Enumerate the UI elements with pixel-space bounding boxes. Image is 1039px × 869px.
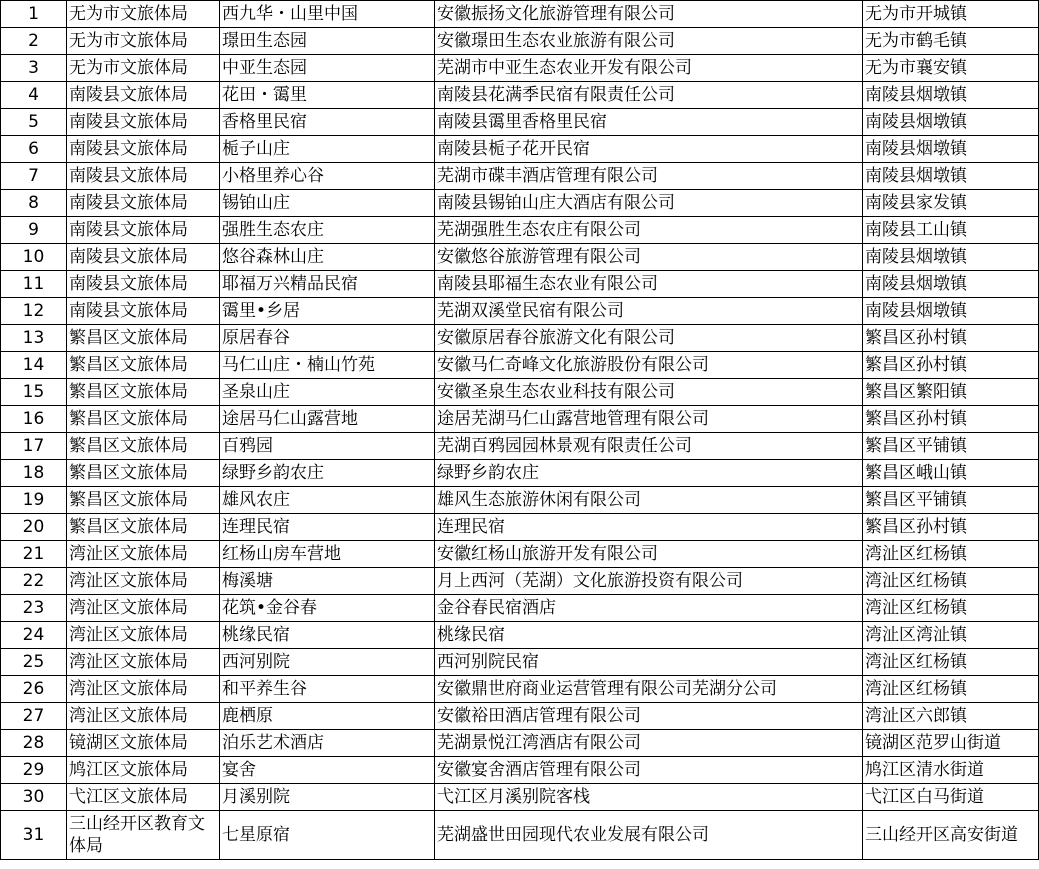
- table-row: [1, 1, 1039, 28]
- department-cell[interactable]: 繁昌区文旅体局: [67, 487, 220, 514]
- company-name-cell[interactable]: 安徽振扬文化旅游管理有限公司: [435, 1, 863, 28]
- row-number-cell[interactable]: 29: [1, 757, 67, 784]
- table-row: [1, 163, 1039, 190]
- site-name-cell[interactable]: 连理民宿: [220, 514, 435, 541]
- table-row: [1, 568, 1039, 595]
- table-row: [1, 55, 1039, 82]
- department-cell[interactable]: 南陵县文旅体局: [67, 271, 220, 298]
- row-number-cell[interactable]: 21: [1, 541, 67, 568]
- location-cell[interactable]: 镜湖区范罗山街道: [863, 730, 1039, 757]
- company-name-cell[interactable]: 安徽圣泉生态农业科技有限公司: [435, 379, 863, 406]
- row-number-cell[interactable]: 24: [1, 622, 67, 649]
- table-row: [1, 514, 1039, 541]
- table-row: [1, 298, 1039, 325]
- row-number-cell[interactable]: 7: [1, 163, 67, 190]
- row-number-cell[interactable]: 19: [1, 487, 67, 514]
- location-cell[interactable]: 南陵县工山镇: [863, 217, 1039, 244]
- row-number-cell[interactable]: 14: [1, 352, 67, 379]
- location-cell[interactable]: 南陵县烟墩镇: [863, 244, 1039, 271]
- location-cell[interactable]: 繁昌区平铺镇: [863, 433, 1039, 460]
- table-row: [1, 136, 1039, 163]
- department-cell[interactable]: 无为市文旅体局: [67, 55, 220, 82]
- department-cell[interactable]: 南陵县文旅体局: [67, 298, 220, 325]
- row-number-cell[interactable]: 1: [1, 1, 67, 28]
- row-number-cell[interactable]: 17: [1, 433, 67, 460]
- table-row: [1, 379, 1039, 406]
- row-number-cell[interactable]: 8: [1, 190, 67, 217]
- table-row: [1, 784, 1039, 811]
- table-row: [1, 487, 1039, 514]
- company-name-cell[interactable]: 安徽悠谷旅游管理有限公司: [435, 244, 863, 271]
- location-cell[interactable]: 繁昌区繁阳镇: [863, 379, 1039, 406]
- department-cell[interactable]: 镜湖区文旅体局: [67, 730, 220, 757]
- department-cell[interactable]: 弋江区文旅体局: [67, 784, 220, 811]
- location-cell[interactable]: 弋江区白马街道: [863, 784, 1039, 811]
- row-number-cell[interactable]: 25: [1, 649, 67, 676]
- table-row: [1, 622, 1039, 649]
- company-name-cell[interactable]: 安徽裕田酒店管理有限公司: [435, 703, 863, 730]
- row-number-cell[interactable]: 31: [1, 811, 67, 860]
- department-cell[interactable]: 南陵县文旅体局: [67, 163, 220, 190]
- location-cell[interactable]: 湾沚区红杨镇: [863, 676, 1039, 703]
- table-row: [1, 406, 1039, 433]
- table-row: [1, 460, 1039, 487]
- table-row: [1, 541, 1039, 568]
- department-cell[interactable]: 湾沚区文旅体局: [67, 595, 220, 622]
- company-name-cell[interactable]: 芜湖盛世田园现代农业发展有限公司: [435, 811, 863, 860]
- department-cell[interactable]: 南陵县文旅体局: [67, 217, 220, 244]
- location-cell[interactable]: 湾沚区红杨镇: [863, 541, 1039, 568]
- department-cell[interactable]: 湾沚区文旅体局: [67, 622, 220, 649]
- row-number-cell[interactable]: 28: [1, 730, 67, 757]
- department-cell[interactable]: 湾沚区文旅体局: [67, 649, 220, 676]
- site-name-cell[interactable]: 梅溪塘: [220, 568, 435, 595]
- location-cell[interactable]: 繁昌区孙村镇: [863, 406, 1039, 433]
- department-cell[interactable]: 繁昌区文旅体局: [67, 460, 220, 487]
- site-name-cell[interactable]: 宴舍: [220, 757, 435, 784]
- company-name-cell[interactable]: 南陵县耶福生态农业有限公司: [435, 271, 863, 298]
- site-name-cell[interactable]: 璟田生态园: [220, 28, 435, 55]
- company-name-cell[interactable]: 安徽马仁奇峰文化旅游股份有限公司: [435, 352, 863, 379]
- company-name-cell[interactable]: 芜湖强胜生态农庄有限公司: [435, 217, 863, 244]
- location-cell[interactable]: 湾沚区六郎镇: [863, 703, 1039, 730]
- site-name-cell[interactable]: 西九华・山里中国: [220, 1, 435, 28]
- company-name-cell[interactable]: 安徽宴舍酒店管理有限公司: [435, 757, 863, 784]
- company-name-cell[interactable]: 弋江区月溪别院客栈: [435, 784, 863, 811]
- company-name-cell[interactable]: 安徽鼎世府商业运营管理有限公司芜湖分公司: [435, 676, 863, 703]
- company-name-cell[interactable]: 南陵县霭里香格里民宿: [435, 109, 863, 136]
- location-cell[interactable]: 湾沚区红杨镇: [863, 568, 1039, 595]
- department-cell[interactable]: 湾沚区文旅体局: [67, 676, 220, 703]
- company-name-cell[interactable]: 芜湖市中亚生态农业开发有限公司: [435, 55, 863, 82]
- table-row: [1, 811, 1039, 860]
- location-cell[interactable]: 南陵县烟墩镇: [863, 82, 1039, 109]
- location-cell[interactable]: 湾沚区红杨镇: [863, 595, 1039, 622]
- row-number-cell[interactable]: 26: [1, 676, 67, 703]
- site-name-cell[interactable]: 圣泉山庄: [220, 379, 435, 406]
- table-body: [1, 1, 1039, 860]
- department-cell[interactable]: 繁昌区文旅体局: [67, 514, 220, 541]
- company-name-cell[interactable]: 芜湖百鸦园园林景观有限责任公司: [435, 433, 863, 460]
- row-number-cell[interactable]: 9: [1, 217, 67, 244]
- department-cell[interactable]: 繁昌区文旅体局: [67, 352, 220, 379]
- location-cell[interactable]: 湾沚区红杨镇: [863, 649, 1039, 676]
- location-cell[interactable]: 南陵县烟墩镇: [863, 109, 1039, 136]
- table-row: [1, 757, 1039, 784]
- department-cell[interactable]: 湾沚区文旅体局: [67, 703, 220, 730]
- row-number-cell[interactable]: 15: [1, 379, 67, 406]
- site-name-cell[interactable]: 小格里养心谷: [220, 163, 435, 190]
- location-cell[interactable]: 南陵县烟墩镇: [863, 136, 1039, 163]
- company-name-cell[interactable]: 安徽红杨山旅游开发有限公司: [435, 541, 863, 568]
- site-name-cell[interactable]: 雄风农庄: [220, 487, 435, 514]
- row-number-cell[interactable]: 6: [1, 136, 67, 163]
- company-name-cell[interactable]: 连理民宿: [435, 514, 863, 541]
- company-name-cell[interactable]: 安徽璟田生态农业旅游有限公司: [435, 28, 863, 55]
- row-number-cell[interactable]: 2: [1, 28, 67, 55]
- table-row: [1, 217, 1039, 244]
- department-cell[interactable]: 湾沚区文旅体局: [67, 541, 220, 568]
- row-number-cell[interactable]: 12: [1, 298, 67, 325]
- company-name-cell[interactable]: 芜湖景悦江湾酒店有限公司: [435, 730, 863, 757]
- location-cell[interactable]: 繁昌区峨山镇: [863, 460, 1039, 487]
- table-row: [1, 82, 1039, 109]
- department-cell[interactable]: 南陵县文旅体局: [67, 244, 220, 271]
- row-number-cell[interactable]: 10: [1, 244, 67, 271]
- site-name-cell[interactable]: 百鸦园: [220, 433, 435, 460]
- company-name-cell[interactable]: 绿野乡韵农庄: [435, 460, 863, 487]
- site-name-cell[interactable]: 月溪别院: [220, 784, 435, 811]
- site-name-cell[interactable]: 中亚生态园: [220, 55, 435, 82]
- location-cell[interactable]: 三山经开区高安街道: [863, 811, 1039, 860]
- table-row: [1, 109, 1039, 136]
- row-number-cell[interactable]: 27: [1, 703, 67, 730]
- row-number-cell[interactable]: 4: [1, 82, 67, 109]
- site-name-cell[interactable]: 桃缘民宿: [220, 622, 435, 649]
- table-row: [1, 676, 1039, 703]
- table-row: [1, 730, 1039, 757]
- company-name-cell[interactable]: 南陵县栀子花开民宿: [435, 136, 863, 163]
- department-cell[interactable]: 南陵县文旅体局: [67, 82, 220, 109]
- site-name-cell[interactable]: 香格里民宿: [220, 109, 435, 136]
- site-name-cell[interactable]: 强胜生态农庄: [220, 217, 435, 244]
- site-name-cell[interactable]: 悠谷森林山庄: [220, 244, 435, 271]
- location-cell[interactable]: 南陵县家发镇: [863, 190, 1039, 217]
- location-cell[interactable]: 南陵县烟墩镇: [863, 163, 1039, 190]
- table-row: [1, 28, 1039, 55]
- table-row: [1, 703, 1039, 730]
- department-cell[interactable]: 南陵县文旅体局: [67, 190, 220, 217]
- company-name-cell[interactable]: 芜湖市碟丰酒店管理有限公司: [435, 163, 863, 190]
- site-name-cell[interactable]: 和平养生谷: [220, 676, 435, 703]
- site-name-cell[interactable]: 绿野乡韵农庄: [220, 460, 435, 487]
- location-cell[interactable]: 繁昌区孙村镇: [863, 325, 1039, 352]
- location-cell[interactable]: 无为市鹤毛镇: [863, 28, 1039, 55]
- company-name-cell[interactable]: 金谷春民宿酒店: [435, 595, 863, 622]
- row-number-cell[interactable]: 11: [1, 271, 67, 298]
- table-row: [1, 649, 1039, 676]
- company-name-cell[interactable]: 安徽原居春谷旅游文化有限公司: [435, 325, 863, 352]
- site-name-cell[interactable]: 花田・霭里: [220, 82, 435, 109]
- company-name-cell[interactable]: 南陵县锡铂山庄大酒店有限公司: [435, 190, 863, 217]
- table-row: [1, 433, 1039, 460]
- table-row: [1, 244, 1039, 271]
- table-row: [1, 595, 1039, 622]
- location-cell[interactable]: 鸠江区清水街道: [863, 757, 1039, 784]
- location-cell[interactable]: 繁昌区孙村镇: [863, 352, 1039, 379]
- location-cell[interactable]: 繁昌区平铺镇: [863, 487, 1039, 514]
- location-cell[interactable]: 无为市襄安镇: [863, 55, 1039, 82]
- site-name-cell[interactable]: 西河别院: [220, 649, 435, 676]
- table-row: [1, 325, 1039, 352]
- site-name-cell[interactable]: 栀子山庄: [220, 136, 435, 163]
- company-name-cell[interactable]: 芜湖双溪堂民宿有限公司: [435, 298, 863, 325]
- department-cell[interactable]: 南陵县文旅体局: [67, 109, 220, 136]
- site-name-cell[interactable]: 锡铂山庄: [220, 190, 435, 217]
- table-row: [1, 352, 1039, 379]
- row-number-cell[interactable]: 23: [1, 595, 67, 622]
- department-cell[interactable]: 湾沚区文旅体局: [67, 568, 220, 595]
- department-cell[interactable]: 无为市文旅体局: [67, 28, 220, 55]
- row-number-cell[interactable]: 16: [1, 406, 67, 433]
- site-name-cell[interactable]: 红杨山房车营地: [220, 541, 435, 568]
- row-number-cell[interactable]: 13: [1, 325, 67, 352]
- company-name-cell[interactable]: 月上西河（芜湖）文化旅游投资有限公司: [435, 568, 863, 595]
- table-row: [1, 190, 1039, 217]
- row-number-cell[interactable]: 5: [1, 109, 67, 136]
- site-name-cell[interactable]: 泊乐艺术酒店: [220, 730, 435, 757]
- department-cell[interactable]: 无为市文旅体局: [67, 1, 220, 28]
- location-cell[interactable]: 无为市开城镇: [863, 1, 1039, 28]
- department-cell[interactable]: 繁昌区文旅体局: [67, 325, 220, 352]
- site-name-cell[interactable]: 七星原宿: [220, 811, 435, 860]
- department-cell[interactable]: 繁昌区文旅体局: [67, 406, 220, 433]
- department-cell[interactable]: 南陵县文旅体局: [67, 136, 220, 163]
- row-number-cell[interactable]: 3: [1, 55, 67, 82]
- site-name-cell[interactable]: 花筑•金谷春: [220, 595, 435, 622]
- site-name-cell[interactable]: 途居马仁山露营地: [220, 406, 435, 433]
- site-name-cell[interactable]: 霭里•乡居: [220, 298, 435, 325]
- department-cell[interactable]: 繁昌区文旅体局: [67, 379, 220, 406]
- location-cell[interactable]: 南陵县烟墩镇: [863, 271, 1039, 298]
- department-cell[interactable]: 鸠江区文旅体局: [67, 757, 220, 784]
- company-name-cell[interactable]: 西河别院民宿: [435, 649, 863, 676]
- department-cell[interactable]: 三山经开区教育文体局: [67, 811, 220, 860]
- row-number-cell[interactable]: 30: [1, 784, 67, 811]
- location-cell[interactable]: 南陵县烟墩镇: [863, 298, 1039, 325]
- row-number-cell[interactable]: 22: [1, 568, 67, 595]
- company-name-cell[interactable]: 南陵县花满季民宿有限责任公司: [435, 82, 863, 109]
- site-name-cell[interactable]: 马仁山庄・楠山竹苑: [220, 352, 435, 379]
- site-name-cell[interactable]: 耶福万兴精品民宿: [220, 271, 435, 298]
- location-cell[interactable]: 湾沚区湾沚镇: [863, 622, 1039, 649]
- site-name-cell[interactable]: 原居春谷: [220, 325, 435, 352]
- company-name-cell[interactable]: 雄风生态旅游休闲有限公司: [435, 487, 863, 514]
- company-name-cell[interactable]: 桃缘民宿: [435, 622, 863, 649]
- site-name-cell[interactable]: 鹿栖原: [220, 703, 435, 730]
- location-cell[interactable]: 繁昌区孙村镇: [863, 514, 1039, 541]
- table-row: [1, 271, 1039, 298]
- row-number-cell[interactable]: 20: [1, 514, 67, 541]
- company-name-cell[interactable]: 途居芜湖马仁山露营地管理有限公司: [435, 406, 863, 433]
- row-number-cell[interactable]: 18: [1, 460, 67, 487]
- department-cell[interactable]: 繁昌区文旅体局: [67, 433, 220, 460]
